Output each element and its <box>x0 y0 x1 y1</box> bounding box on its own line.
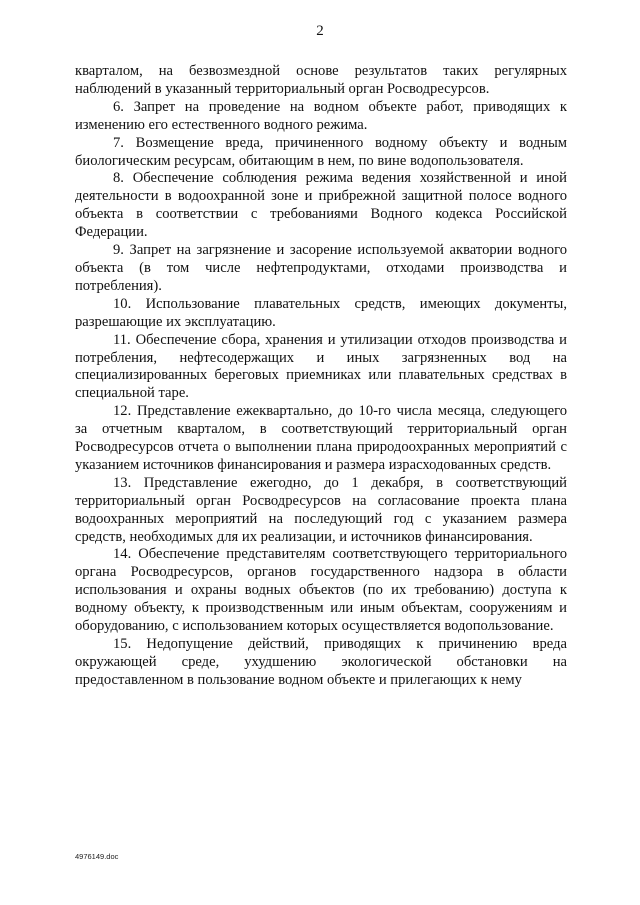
paragraph-item-6: 6. Запрет на проведение на водном объекте работ, приводящих к изменению его естественного водного режима. <box>75 98 567 133</box>
paragraph-item-9: 9. Запрет на загрязнение и засорение используемой акватории водного объекта (в том числе нефтепродуктами, отходами производства и потребления). <box>75 242 567 294</box>
paragraph-item-13: 13. Представление ежегодно, до 1 декабря, в соответствующий территориальный орган Росводресурсов на согласование проекта плана водоохранных мероприятий на последующий год с указанием размера средств, необходимых для их реализации, и источников финансирования. <box>75 474 567 545</box>
paragraph-continuation: кварталом, на безвозмездной основе результатов таких регулярных наблюдений в указанный территориальный орган Росводресурсов. <box>75 63 567 97</box>
paragraph-item-12: 12. Представление ежеквартально, до 10-го числа месяца, следующего за отчетным кварталом, в соответствующий территориальный орган Росводресурсов отчета о выполнении плана природоохранных мероприятий с указанием источников финансирования и размера израсходованных средств. <box>75 403 567 473</box>
paragraph-item-15: 15. Недопущение действий, приводящих к причинению вреда окружающей среде, ухудшению экологической обстановки на предоставленном в пользование водном объекте и прилегающих к нему <box>75 636 567 688</box>
paragraph-item-14: 14. Обеспечение представителям соответствующего территориального органа Росводресурсов, органов государственного надзора в области использования и охраны водных объектов (по их требованию) доступа к водному объекту, к производственным или иным объектам, сооружениям и оборудованию, с использованием которых осуществляется водопользование. <box>75 546 567 635</box>
paragraph-item-7: 7. Возмещение вреда, причиненного водному объекту и водным биологическим ресурсам, обитающим в нем, по вине водопользователя. <box>75 134 567 169</box>
paragraph-item-8: 8. Обеспечение соблюдения режима ведения хозяйственной и иной деятельности в водоохранной зоне и прибрежной защитной полосе водного объекта в соответствии с требованиями Водного кодекса Российской Федерации. <box>75 170 567 241</box>
footer-filename: 4976149.doc <box>75 852 119 861</box>
document-body <box>75 63 567 690</box>
paragraph-item-11: 11. Обеспечение сбора, хранения и утилизации отходов производства и потребления, нефтесодержащих и иных загрязненных вод на специализированных береговых приемниках или плавательных средствах в специальной таре. <box>75 331 567 402</box>
paragraph-item-10: 10. Использование плавательных средств, имеющих документы, разрешающие их эксплуатацию. <box>75 295 567 330</box>
page-number: 2 <box>316 23 324 39</box>
